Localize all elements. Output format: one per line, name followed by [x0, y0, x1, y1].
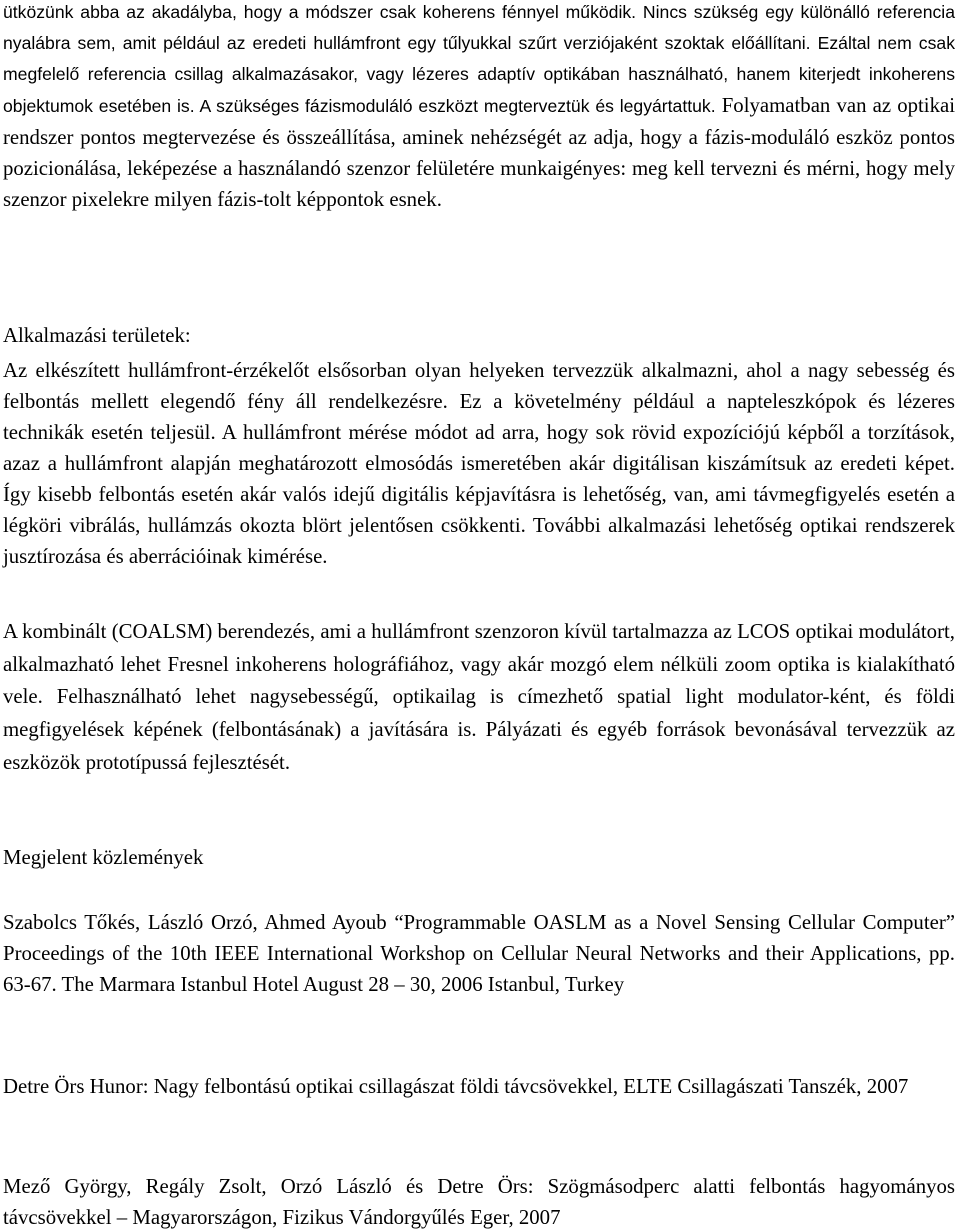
- applications-paragraph-1: Az elkészített hullámfront-érzékelőt elsősorban olyan helyeken tervezzük alkalmazni, ahol a nagy sebesség és felbontás mellett elegendő fény áll rendelkezésre. Ez a követelmény például a napteleszkópok és lézeres technikák esetén teljesül. A hullámfront mérése módot ad arra, hogy sok rövid expozíciójú képből a torzítások, azaz a hullámfront alapján meghatározott elmosódás ismeretében akár digitálisan kiszámítsuk az eredeti képet. Így kisebb felbontás esetén akár valós idejű digitális képjavításra is lehetőség, van, ami távmegfigyelés esetén a légköri vibrálás, hullámzás okozta blört jelentősen csökkenti. További alkalmazási lehetőség optikai rendszerek jusztírozása és aberrációinak kimérése.: [3, 359, 955, 568]
- publication-item: Mező György, Regály Zsolt, Orzó László és Detre Örs: Szögmásodperc alatti felbontás hagyományos távcsövekkel – Magyarországon, Fizikus Vándorgyűlés Eger, 2007: [3, 1175, 955, 1229]
- intro-paragraph: [3, 0, 955, 215]
- publication-item: Szabolcs Tőkés, László Orzó, Ahmed Ayoub “Programmable OASLM as a Novel Sensing Cellular Computer” Proceedings of the 10th IEEE International Workshop on Cellular Neural Networks and their Applications, pp. 63-67. The Marmara Istanbul Hotel August 28 – 30, 2006 Istanbul, Turkey: [3, 911, 955, 996]
- publications-heading: Megjelent közlemények: [3, 846, 204, 869]
- publication-item: Detre Örs Hunor: Nagy felbontású optikai csillagászat földi távcsövekkel, ELTE Csillagászati Tanszék, 2007: [3, 1075, 909, 1098]
- intro-serif-text: Folyamatban van az optikai rendszer pontos megtervezése és összeállítása, aminek nehézségét az adja, hogy a fázis-moduláló eszköz pontos pozicionálása, leképezése a használandó szenzor felületére munkaigényes: meg kell tervezni és mérni, hogy mely szenzor pixelekre milyen fázis-tolt képpontok esnek.: [3, 94, 955, 211]
- applications-heading: Alkalmazási területek:: [3, 324, 191, 347]
- applications-paragraph-2: A kombinált (COALSM) berendezés, ami a hullámfront szenzoron kívül tartalmazza az LCOS optikai modulátort, alkalmazható lehet Fresnel inkoherens holográfiához, vagy akár mozgó elem nélküli zoom optika is kialakítható vele. Felhasználható lehet nagysebességű, optikailag is címezhető spatial light modulator-ként, és földi megfigyelések képének (felbontásának) a javítására is. Pályázati és egyéb források bevonásával tervezzük az eszközök prototípussá fejlesztését.: [3, 620, 955, 774]
- intro-sans-text: ütközünk abba az akadályba, hogy a módszer csak koherens fénnyel működik. Nincs szükség egy különálló referencia nyalábra sem, amit például az eredeti hullámfront egy tűlyukkal szűrt verziójaként szoktak előállítani. Ezáltal nem csak megfelelő referencia csillag alkalmazásakor, vagy lézeres adaptív optikában használható, hanem kiterjedt inkoherens objektumok esetében is. A szükséges fázismoduláló eszközt megterveztük és legyártattuk.: [3, 2, 955, 116]
